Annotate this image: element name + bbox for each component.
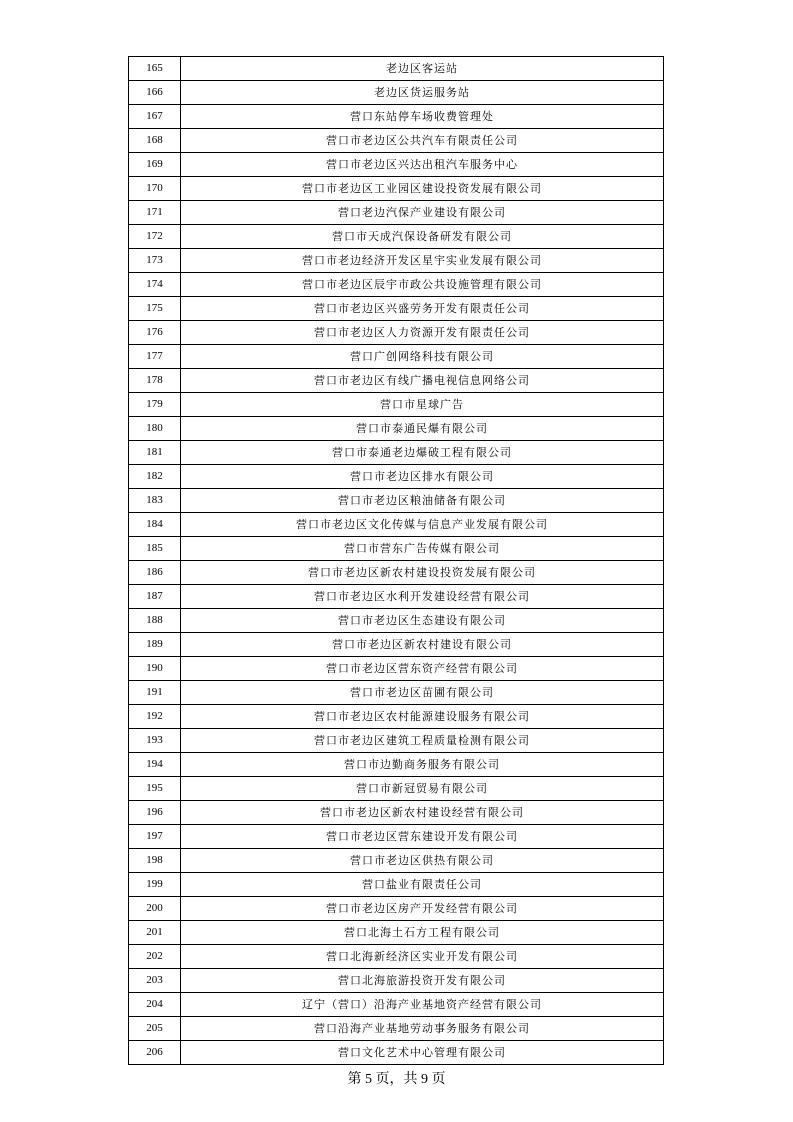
- company-name: 营口市老边区辰宇市政公共设施管理有限公司: [181, 273, 664, 297]
- row-number: 206: [129, 1041, 181, 1065]
- row-number: 190: [129, 657, 181, 681]
- table-row: [129, 969, 664, 993]
- company-name: 营口市新冠贸易有限公司: [181, 777, 664, 801]
- table-row: [129, 561, 664, 585]
- table-row: [129, 129, 664, 153]
- company-name: 营口市老边区新农村建设投资发展有限公司: [181, 561, 664, 585]
- row-number: 192: [129, 705, 181, 729]
- table-row: [129, 585, 664, 609]
- table-row: [129, 297, 664, 321]
- table-row: [129, 825, 664, 849]
- table-row: [129, 489, 664, 513]
- company-name: 营口市老边区建筑工程质量检测有限公司: [181, 729, 664, 753]
- table-row: [129, 537, 664, 561]
- row-number: 171: [129, 201, 181, 225]
- company-name: 营口市老边区兴达出租汽车服务中心: [181, 153, 664, 177]
- table-row: [129, 417, 664, 441]
- table-row: [129, 753, 664, 777]
- row-number: 173: [129, 249, 181, 273]
- company-name: 营口市天成汽保设备研发有限公司: [181, 225, 664, 249]
- company-name: 营口市泰通老边爆破工程有限公司: [181, 441, 664, 465]
- company-name: 营口市老边区新农村建设经营有限公司: [181, 801, 664, 825]
- company-name: 营口广创网络科技有限公司: [181, 345, 664, 369]
- company-name: 营口东站停车场收费管理处: [181, 105, 664, 129]
- table-row: [129, 921, 664, 945]
- table-row: [129, 777, 664, 801]
- table-row: [129, 441, 664, 465]
- row-number: 182: [129, 465, 181, 489]
- company-name: 营口市老边区苗圃有限公司: [181, 681, 664, 705]
- table-row: [129, 1017, 664, 1041]
- company-name: 营口北海新经济区实业开发有限公司: [181, 945, 664, 969]
- company-name: 营口市老边区兴盛劳务开发有限责任公司: [181, 297, 664, 321]
- company-list-sheet: [128, 56, 664, 1065]
- row-number: 205: [129, 1017, 181, 1041]
- row-number: 194: [129, 753, 181, 777]
- table-row: [129, 729, 664, 753]
- table-row: [129, 513, 664, 537]
- table-row: [129, 945, 664, 969]
- row-number: 191: [129, 681, 181, 705]
- company-name: 营口市泰通民爆有限公司: [181, 417, 664, 441]
- company-name: 营口市老边区新农村建设有限公司: [181, 633, 664, 657]
- company-name: 营口市老边区生态建设有限公司: [181, 609, 664, 633]
- table-row: [129, 609, 664, 633]
- row-number: 166: [129, 81, 181, 105]
- row-number: 201: [129, 921, 181, 945]
- row-number: 183: [129, 489, 181, 513]
- row-number: 177: [129, 345, 181, 369]
- table-row: [129, 633, 664, 657]
- row-number: 202: [129, 945, 181, 969]
- row-number: 172: [129, 225, 181, 249]
- row-number: 203: [129, 969, 181, 993]
- row-number: 186: [129, 561, 181, 585]
- table-row: [129, 369, 664, 393]
- company-name: 营口市老边区供热有限公司: [181, 849, 664, 873]
- table-row: [129, 657, 664, 681]
- row-number: 189: [129, 633, 181, 657]
- company-name: 营口盐业有限责任公司: [181, 873, 664, 897]
- row-number: 195: [129, 777, 181, 801]
- company-name: 营口市老边区粮油储备有限公司: [181, 489, 664, 513]
- company-name: 营口市老边区有线广播电视信息网络公司: [181, 369, 664, 393]
- table-row: [129, 681, 664, 705]
- row-number: 180: [129, 417, 181, 441]
- table-row: [129, 225, 664, 249]
- company-name: 营口沿海产业基地劳动事务服务有限公司: [181, 1017, 664, 1041]
- row-number: 204: [129, 993, 181, 1017]
- company-name: 营口市星球广告: [181, 393, 664, 417]
- table-row: [129, 153, 664, 177]
- row-number: 179: [129, 393, 181, 417]
- company-name: 营口市老边区人力资源开发有限责任公司: [181, 321, 664, 345]
- row-number: 200: [129, 897, 181, 921]
- table-row: [129, 393, 664, 417]
- table-row: [129, 897, 664, 921]
- row-number: 197: [129, 825, 181, 849]
- table-row: [129, 993, 664, 1017]
- row-number: 187: [129, 585, 181, 609]
- company-name: 营口市老边区农村能源建设服务有限公司: [181, 705, 664, 729]
- company-name: 营口市老边区房产开发经营有限公司: [181, 897, 664, 921]
- row-number: 196: [129, 801, 181, 825]
- row-number: 178: [129, 369, 181, 393]
- row-number: 199: [129, 873, 181, 897]
- table-row: [129, 105, 664, 129]
- company-table-body: [129, 57, 664, 1065]
- company-name: 营口市老边区营东建设开发有限公司: [181, 825, 664, 849]
- row-number: 188: [129, 609, 181, 633]
- table-row: [129, 81, 664, 105]
- row-number: 185: [129, 537, 181, 561]
- company-name: 营口市老边区公共汽车有限责任公司: [181, 129, 664, 153]
- company-name: 营口市老边区水利开发建设经营有限公司: [181, 585, 664, 609]
- table-row: [129, 273, 664, 297]
- company-name: 营口市老边区工业园区建设投资发展有限公司: [181, 177, 664, 201]
- company-name: 营口北海旅游投资开发有限公司: [181, 969, 664, 993]
- company-name: 辽宁（营口）沿海产业基地资产经营有限公司: [181, 993, 664, 1017]
- table-row: [129, 873, 664, 897]
- table-row: [129, 249, 664, 273]
- table-row: [129, 321, 664, 345]
- row-number: 176: [129, 321, 181, 345]
- row-number: 175: [129, 297, 181, 321]
- row-number: 181: [129, 441, 181, 465]
- company-name: 老边区货运服务站: [181, 81, 664, 105]
- row-number: 170: [129, 177, 181, 201]
- page-footer: 第 5 页，共 9 页: [347, 1072, 446, 1087]
- company-name: 老边区客运站: [181, 57, 664, 81]
- row-number: 174: [129, 273, 181, 297]
- company-table: [128, 56, 664, 1065]
- table-row: [129, 57, 664, 81]
- company-name: 营口市老边区文化传媒与信息产业发展有限公司: [181, 513, 664, 537]
- company-name: 营口北海土石方工程有限公司: [181, 921, 664, 945]
- company-name: 营口文化艺术中心管理有限公司: [181, 1041, 664, 1065]
- row-number: 193: [129, 729, 181, 753]
- table-row: [129, 705, 664, 729]
- table-row: [129, 465, 664, 489]
- company-name: 营口老边汽保产业建设有限公司: [181, 201, 664, 225]
- row-number: 198: [129, 849, 181, 873]
- table-row: [129, 345, 664, 369]
- company-name: 营口市边勤商务服务有限公司: [181, 753, 664, 777]
- table-row: [129, 801, 664, 825]
- row-number: 169: [129, 153, 181, 177]
- row-number: 184: [129, 513, 181, 537]
- company-name: 营口市老边区营东资产经营有限公司: [181, 657, 664, 681]
- table-row: [129, 849, 664, 873]
- row-number: 168: [129, 129, 181, 153]
- table-row: [129, 1041, 664, 1065]
- table-row: [129, 201, 664, 225]
- table-row: [129, 177, 664, 201]
- row-number: 165: [129, 57, 181, 81]
- company-name: 营口市营东广告传媒有限公司: [181, 537, 664, 561]
- company-name: 营口市老边经济开发区星宇实业发展有限公司: [181, 249, 664, 273]
- row-number: 167: [129, 105, 181, 129]
- company-name: 营口市老边区排水有限公司: [181, 465, 664, 489]
